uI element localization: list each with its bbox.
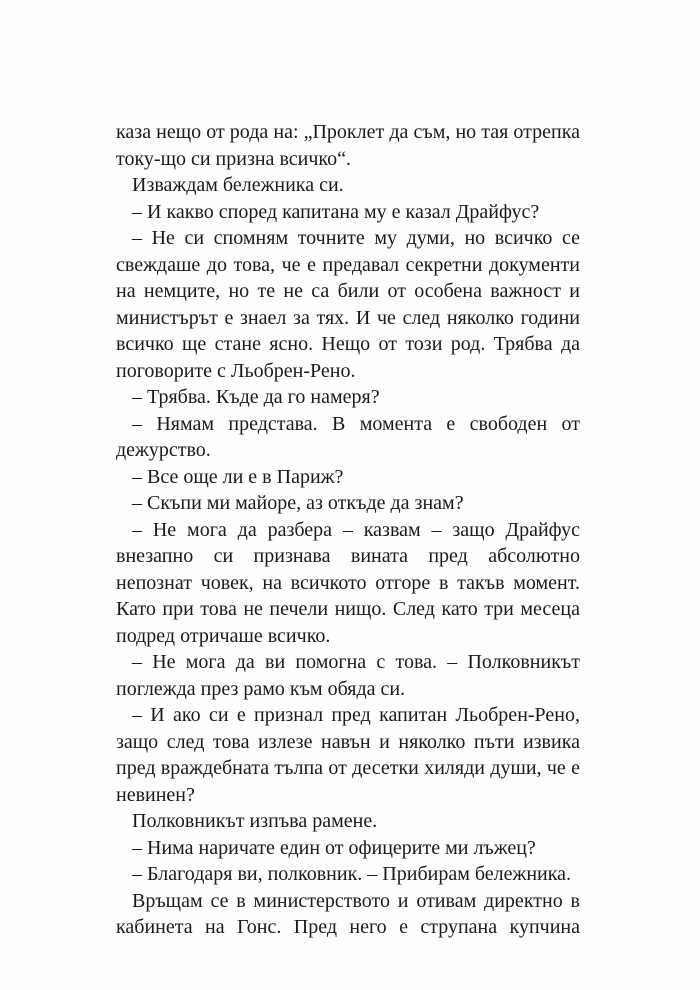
text-line: Връщам се в министерството и отивам директно в (132, 889, 580, 912)
text-line: защо след това излезе навън и няколко пъти извика (116, 730, 580, 753)
text-line: на немците, но те не са били от особена важност и (116, 280, 580, 302)
text-line: току-що си призна всичко“. (116, 147, 351, 170)
text-line: – Нима наричате един от офицерите ми лъжец? (132, 836, 536, 859)
text-line: пред враждебната тълпа от десетки хиляди души, че е (116, 757, 580, 779)
text-line: – Скъпи ми майоре, аз откъде да знам? (132, 492, 464, 514)
text-line: поговорите с Льобрен-Рено. (116, 359, 356, 382)
text-line: министърът е знаел за тях. И че след няколко години (116, 306, 580, 329)
text-line: кабинета на Гонс. Пред него е струпана купчина (116, 916, 580, 938)
text-line: непознат човек, на всичкото отгоре в такъв момент. (116, 571, 580, 594)
text-line: поглежда през рамо към обяда си. (116, 677, 406, 700)
text-line: – И ако си е признал пред капитан Льобрен-Рено, (132, 704, 580, 726)
text-line: всичко ще стане ясно. Нещо от този род. Трябва да (116, 333, 580, 355)
text-line: внезапно си признава вината пред абсолютно (116, 545, 580, 567)
text-line: – Благодаря ви, полковник. – Прибирам бележника. (132, 863, 572, 885)
text-line: свеждаше до това, че е предавал секретни документи (116, 253, 580, 276)
text-line: подред отричаше всичко. (116, 624, 331, 647)
text-line: – Не мога да ви помогна с това. – Полковникът (132, 651, 580, 673)
text-line: – Все още ли е в Париж? (132, 465, 344, 488)
text-line: невинен? (116, 783, 195, 806)
text-line: каза нещо от рода на: „Проклет да съм, но тая отрепка (116, 121, 580, 143)
text-line: Изваждам бележника си. (132, 174, 344, 196)
text-line: – Трябва. Къде да го намеря? (132, 386, 380, 408)
text-line: – И какво според капитана му е казал Драйфус? (132, 200, 540, 223)
text-line: – Не си спомням точните му думи, но всичко се (132, 227, 580, 249)
text-line: – Нямам представа. В момента е свободен от (132, 412, 580, 435)
text-line: дежурство. (116, 439, 211, 461)
text-line: Полковникът изпъва рамене. (132, 810, 378, 832)
text-line: – Не мога да разбера – казвам – защо Драйфус (132, 518, 580, 541)
body-text (116, 119, 580, 941)
text-line: Като при това не печели нищо. След като три месеца (116, 598, 580, 620)
